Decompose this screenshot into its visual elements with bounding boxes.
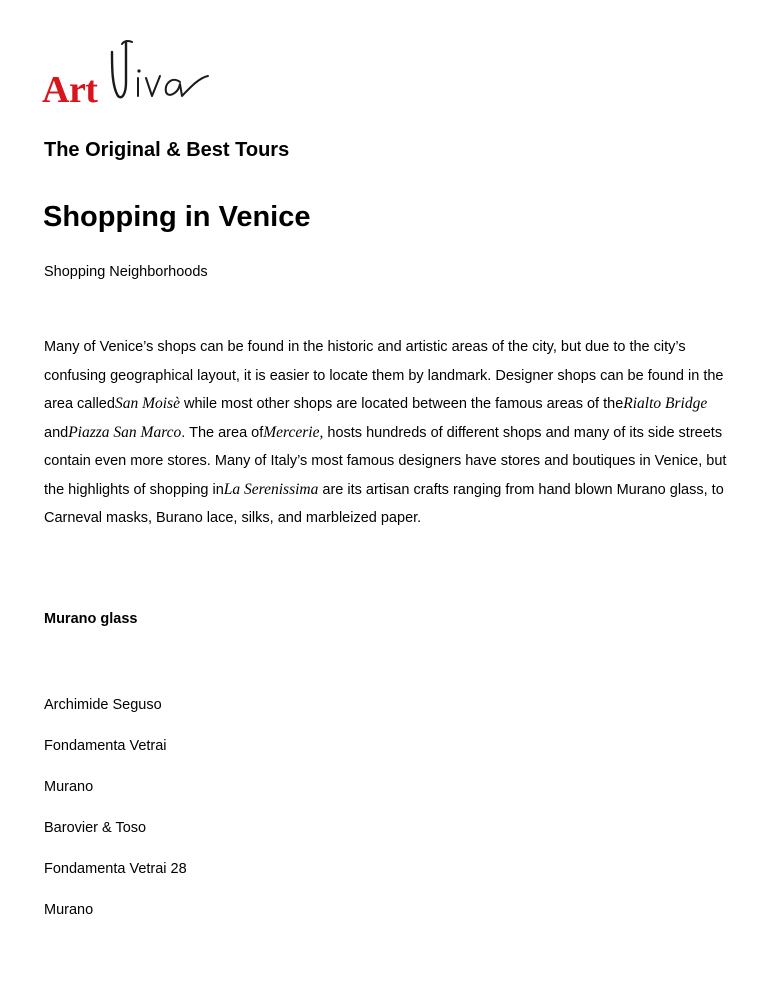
intro-text: while most other shops are located between the famous areas of the bbox=[179, 396, 624, 412]
address-line: Barovier & Toso bbox=[44, 820, 147, 836]
intro-paragraph bbox=[44, 333, 734, 533]
intro-text: hosts hundreds of different shops and many of its side streets contain even more stores. Many of Italy’s most famous designers have stores and boutiques in Venice, but the highlights of shopping in bbox=[44, 424, 727, 498]
place-name: Rialto Bridge bbox=[623, 395, 708, 412]
address-line: Archimide Seguso bbox=[44, 697, 162, 713]
site-tagline: The Original & Best Tours bbox=[44, 139, 290, 161]
logo-viva-script bbox=[108, 38, 210, 100]
address-line: Murano bbox=[44, 779, 94, 795]
address-line: Fondamenta Vetrai 28 bbox=[44, 861, 187, 877]
subheading-murano-glass: Murano glass bbox=[44, 611, 138, 627]
intro-text: are its artisan crafts ranging from hand blown Murano glass, to Carneval masks, Burano lace, silks, and marbleized paper. bbox=[44, 481, 724, 526]
intro-text: and bbox=[44, 424, 69, 441]
place-name: Piazza San Marco bbox=[68, 423, 182, 441]
intro-text: . The area of bbox=[181, 424, 264, 441]
page-title: Shopping in Venice bbox=[43, 201, 311, 233]
place-name: Mercerie, bbox=[263, 423, 324, 441]
place-name: San Moisè bbox=[114, 395, 180, 412]
place-name: La Serenissima bbox=[223, 480, 319, 498]
address-line: Murano bbox=[44, 902, 94, 918]
artviva-logo bbox=[40, 38, 210, 114]
section-label: Shopping Neighborhoods bbox=[44, 264, 208, 280]
address-list bbox=[44, 694, 187, 940]
address-line: Fondamenta Vetrai bbox=[44, 738, 167, 754]
logo-art-text: Art bbox=[42, 69, 98, 111]
intro-text: Many of Venice’s shops can be found in the historic and artistic areas of the city, but due to the city’s confusing geographical layout, it is easier to locate them by landmark. Designer shops can be found in the area called bbox=[44, 339, 724, 412]
